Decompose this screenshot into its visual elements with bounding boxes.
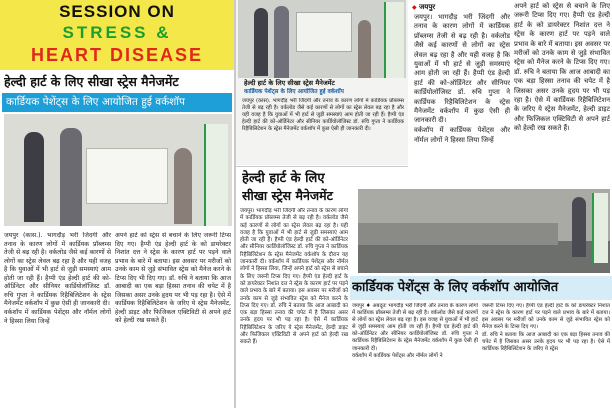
paragraph: वर्कशॉप में कार्डियक पेशेंट्स और नॉर्मल लोगों ने bbox=[352, 353, 443, 360]
tag-text: जयपुर bbox=[419, 3, 436, 11]
clip-4 bbox=[236, 168, 350, 408]
clip1-headline: हेल्दी हार्ट के लिए सीखा स्ट्रेस मैनेजमेंट bbox=[4, 74, 179, 89]
audience-row-2 bbox=[358, 223, 558, 245]
banner-line-2: STRESS & bbox=[62, 23, 172, 42]
event-banner bbox=[0, 0, 234, 70]
person-left bbox=[254, 8, 268, 76]
paragraph: डॉ. रुचि ने बताया कि आज आबादी का एक बड़ा हिस्सा तनाव की चपेट में है जिसका असर उनके हृदय पर भी पड़ रहा है। ऐसे में कार्डियक रिहैबिलिटेशन के जरिए ये स्ट्रेस bbox=[482, 331, 610, 353]
clip2-body: जयपुर (कास). भागदौड़ भरी जिंदगी और तनाव के कारण लोगों में कार्डियक प्रॉब्लम्स तेजी से बढ़ रही है। वर्कलोड जैसे कई कारणों से लोगों का स्ट्रेस लेवल बढ़ रहा है और यही वजह है कि युवाओं में भी हार्ट से जुड़ी समस्याएं आम होती जा रही हैं। हैप्पी एंड हेल्दी हार्ट की को-ऑर्डिनेटर और सीनियर कार्डियोलॉजिस्ट डॉ. रुचि गुप्ता ने कार्डियक रिहैबिलिटेशन के स्ट्रेस मैनेजमेंट वर्कशॉप में कुछ ऐसी ही जानकारी दी। bbox=[242, 98, 404, 132]
clip-3 bbox=[410, 0, 612, 186]
clip4-body: जयपुर। भागदौड़ भरी जिंदगी और तनाव के कारण लोगों में कार्डियक प्रॉब्लम्स तेजी से बढ़ रही है। वर्कलोड जैसे कई कारणों से लोगों का स्ट्रेस लेवल बढ़ रहा है। यही वजह है कि युवाओं में भी हार्ट से जुड़ी समस्याएं आम होती जा रही हैं। हैप्पी एंड हेल्दी हार्ट की को-ऑर्डिनेटर और सीनियर कार्डियोलॉजिस्ट डॉ. रुचि गुप्ता ने कार्डियक रिहैबिलिटेशन के स्ट्रेस मैनेजमेंट वर्कशॉप के दौरान यह जानकारी दी। वर्कशॉप में कार्डियक पेशेंट्स और नॉर्मल लोगों ने हिस्सा लिया, जिन्हें अपने हार्ट को स्ट्रेस से बचाने के लिए जरूरी टिप्स दिए गए। हैप्पी एंड हेल्दी हार्ट के को डायरेक्टर निशांत दत्त ने स्ट्रेस के कारण हार्ट पर पड़ने वाले प्रभाव के बारे में बताया। इस अवसर पर मरीजों को उनके काम से जुड़े संभावित स्ट्रेस को मैनेज करने के टिप्स दिए गए। डॉ. रुचि ने बताया कि आज आबादी का एक बड़ा हिस्सा तनाव की चपेट में है जिसका असर उनके हृदय पर भी पड़ रहा है। ऐसे में कार्डियक रिहैबिलिटेशन के जरिए ये स्ट्रेस मैनेजमेंट, हेल्दी डाइट और फिजिकल एक्टिविटी से अपने हार्ट को हेल्दी रख सकते हैं। bbox=[240, 208, 348, 346]
clip1-body-left bbox=[4, 232, 111, 406]
paragraph: जयपुर। भागदौड़ भरी जिंदगी और तनाव के कारण लोगों में कार्डियक प्रॉब्लम्स तेजी से बढ़ रही है। वर्कलोड जैसे कई कारणों से लोगों का स्ट्रेस लेवल बढ़ रहा है और यही वजह है कि युवाओं में भी हार्ट से जुड़ी समस्याएं आम होती जा रही हैं। हैप्पी एंड हेल्दी हार्ट की को-ऑर्डिनेटर और सीनियर कार्डियोलॉजिस्ट डॉ. रुचि गुप्ता ने कार्डियक रिहैबिलिटेशन के स्ट्रेस मैनेजमेंट वर्कशॉप में कुछ ऐसी ही जानकारी दी। bbox=[414, 13, 510, 125]
clip5-body-left bbox=[352, 303, 478, 407]
paragraph: अपने हार्ट को स्ट्रेस से बचाने के लिए जरूरी टिप्स दिए गए। हैप्पी एंड हेल्दी हार्ट के को डायरेक्टर निशांत दत्त ने स्ट्रेस के कारण हार्ट पर पड़ने वाले प्रभाव के बारे में बताया। इस अवसर पर मरीजों को उनके काम से जुड़े संभावित स्ट्रेस को मैनेज करने के टिप्स दिए भी दिए गए। डॉ. रुचि ने बताया कि आज आबादी का एक बड़ा हिस्सा तनाव की चपेट में है जिसका असर उनके हृदय पर भी पड़ रहा है। ऐसे में कार्डियक रिहैबिलिटेशन के जरिए ये स्ट्रेस मैनेजमेंट, हेल्दी डाइट और फिजिकल एक्टिविटी से अपने हार्ट को हेल्दी रख सकते हैं। bbox=[115, 232, 231, 324]
clip3-body-left bbox=[414, 13, 510, 185]
clip-2 bbox=[236, 0, 408, 165]
projector-screen bbox=[86, 148, 168, 204]
tag-arrow-icon: ◆ bbox=[412, 4, 417, 11]
clip1-body-right bbox=[115, 232, 231, 406]
paragraph: जरूरी टिप्स दिए गए। हैप्पी एंड हेल्दी हार्ट के को डायरेक्टर निशांत दत्त ने स्ट्रेस के कारण हार्ट पर पड़ने वाले प्रभाव के बारे में बताया। इस अवसर पर मरीजों को उनके काम से जुड़े संभावित स्ट्रेस को मैनेज करने के टिप्स दिए गए। bbox=[482, 303, 610, 331]
clip-1 bbox=[0, 0, 234, 408]
projector-screen bbox=[296, 12, 352, 52]
clip2-headline: हेल्दी हार्ट के लिए सीखा स्ट्रेस मैनेजमेंट bbox=[244, 79, 335, 87]
person-right bbox=[358, 20, 371, 78]
clip-5 bbox=[350, 187, 612, 408]
clip4-headline-2: सीखा स्ट्रेस मैनेजमेंट bbox=[242, 188, 333, 203]
banner-stand bbox=[204, 124, 228, 226]
presenter bbox=[572, 197, 586, 257]
paragraph: वर्कशॉप में कार्डियक पेशेंट्स और नॉर्मल लोगों ने हिस्सा लिया जिन्हें bbox=[414, 126, 510, 144]
clip1-subhead: कार्डियक पेशेंट्स के लिए आयोजित हुई वर्कशॉप bbox=[2, 93, 232, 112]
paragraph: जयपुर ♦ अबदूतः भागदौड़ भरी जिंदगी और तनाव के कारण लोगों में कार्डियक प्रॉब्लम्स तेजी से बढ़ रही है। वर्कलोड जैसे कई कारणों से लोगों का स्ट्रेस लेवल बढ़ रहा है। इस वजह से युवाओं में भी हार्ट से जुड़ी समस्याएं आम होती जा रही हैं। हैप्पी एंड हेल्दी हार्ट की को-ऑर्डिनेटर और सीनियर कार्डियोलॉजिस्ट डॉ. रुचि गुप्ता ने कार्डियक रिहैबिलिटेशन के स्ट्रेस मैनेजमेंट वर्कशॉप में कुछ ऐसी ही जानकारी दी। bbox=[352, 303, 478, 352]
banner-stand bbox=[384, 2, 404, 78]
paragraph: वर्कशॉप में कार्डियक पेशेंट्स और नॉर्मल लोगों ने हिस्सा लिया जिन्हें bbox=[4, 309, 111, 325]
banner-line-1: SESSION ON bbox=[59, 2, 175, 21]
clip5-body-right bbox=[482, 303, 610, 407]
person-middle bbox=[60, 128, 82, 226]
clip1-photo bbox=[4, 114, 232, 226]
person-middle bbox=[274, 6, 289, 78]
clip5-headline: कार्डियक पेशेंट्स के लिए वर्कशॉप आयोजित bbox=[352, 280, 559, 295]
clip3-body-right: अपने हार्ट को स्ट्रेस से बचाने के लिए जरूरी टिप्स दिए गए। हैप्पी एंड हेल्दी हार्ट के को डायरेक्टर निशांत दत्त ने स्ट्रेस के कारण हार्ट पर पड़ने वाले प्रभाव के बारे में बताया। इस अवसर पर मरीजों को उनके काम से जुड़े संभावित स्ट्रेस को मैनेज करने के टिप्स दिए गए। डॉ. रुचि ने बताया कि आज आबादी का एक बड़ा हिस्सा तनाव की चपेट में है जिसका असर उनके हृदय पर भी पड़ रहा है। ऐसे में कार्डियक रिहैबिलिटेशन के जरिए ये स्ट्रेस मैनेजमेंट, हेल्दी डाइट और फिजिकल एक्टिविटी से अपने हार्ट को हेल्दी रख सकते हैं। bbox=[514, 2, 610, 133]
clip5-photo-audience bbox=[358, 189, 610, 273]
clip2-subhead: कार्डियक पेशेंट्स के लिए आयोजित हुई वर्कशॉप bbox=[244, 89, 344, 95]
clip4-headline-1: हेल्दी हार्ट के लिए bbox=[242, 171, 325, 186]
person-left bbox=[24, 132, 44, 222]
clip2-photo bbox=[238, 0, 406, 78]
clip3-tag bbox=[412, 2, 492, 12]
divider bbox=[236, 166, 408, 167]
banner-stand bbox=[592, 193, 608, 263]
person-right bbox=[174, 148, 192, 224]
paragraph: जयपुर (कास.). भागदौड़ भरी जिंदगी और तनाव के कारण लोगों में कार्डियक प्रॉब्लम्स तेजी से बढ़ रही है। वर्कलोड जैसे कई कारणों से लोगों का स्ट्रेस लेवल बढ़ रहा है और यही वजह है कि युवाओं में भी हार्ट से जुड़ी समस्याएं आम होती जा रही हैं। हैप्पी एंड हेल्दी हार्ट की को-ऑर्डिनेटर और सीनियर कार्डियोलॉजिस्ट डॉ. रुचि गुप्ता ने कार्डियक रिहैबिलिटेशन के स्ट्रेस मैनेजमेंट वर्कशॉप में कुछ ऐसी ही जानकारी दी। bbox=[4, 232, 111, 307]
banner-line-3: HEART DISEASE bbox=[30, 45, 204, 65]
